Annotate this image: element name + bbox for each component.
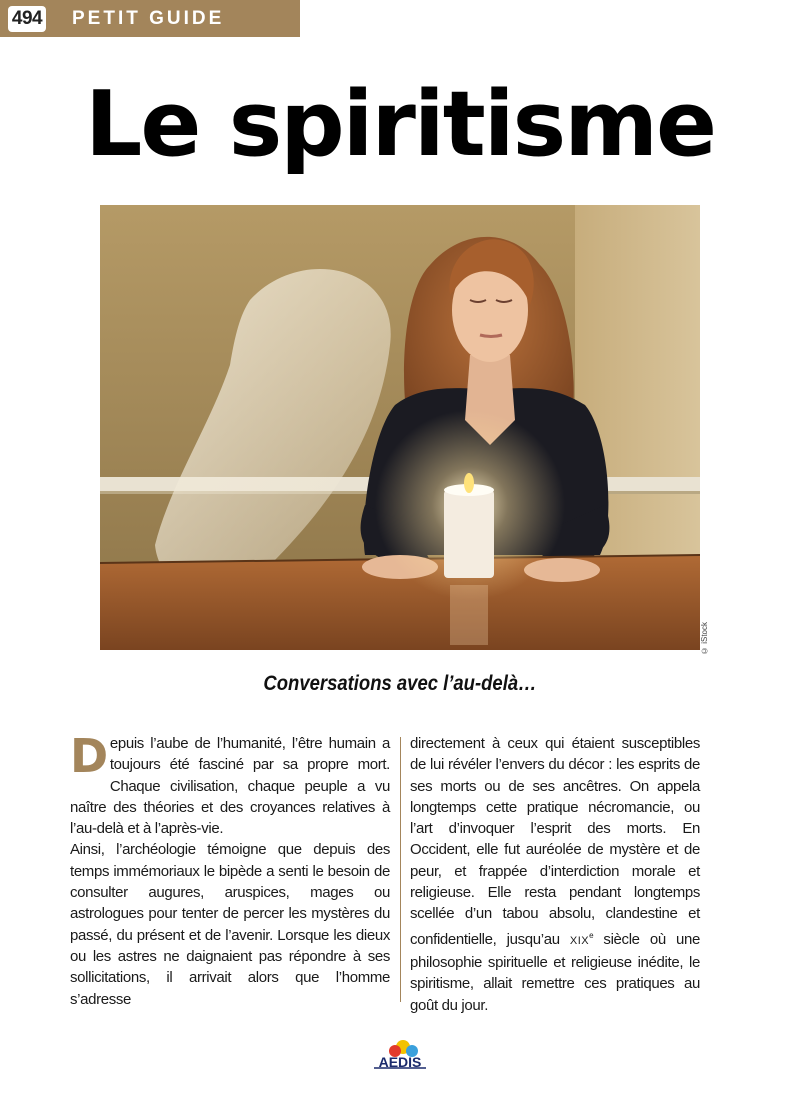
subtitle: Conversations avec l’au-delà… [263, 672, 537, 695]
logo-text: AEDIS [378, 1054, 422, 1070]
paragraph-3-text-b: siècle où une philosophie spirituelle et religieuse inédite, le spiritisme, allait remettre ces pratiques au goût du jour. [410, 930, 700, 1014]
text-column-right [410, 733, 700, 1016]
cover-photo [100, 205, 700, 650]
drop-cap: D [70, 729, 108, 783]
text-column-left [70, 729, 390, 1010]
paragraph-1-text: epuis l’aube de l’humanité, l’être humain a toujours été fasciné par sa propre mort. Chaque civilisation, chaque peuple a vu naître des théories et des croyances relatives à l’au-delà et à l’après-vie. [70, 735, 390, 838]
series-name: PETIT GUIDE [72, 7, 225, 29]
photo-credit: © iStock [700, 621, 709, 655]
paragraph-3 [410, 733, 700, 1016]
publisher-logo [370, 1035, 430, 1073]
header-banner [0, 0, 300, 37]
paragraph-1 [70, 729, 390, 839]
column-divider [400, 737, 401, 1002]
page-title: Le spiritisme [84, 72, 716, 177]
guide-number: 494 [8, 6, 46, 32]
paragraph-3-text-a: directement à ceux qui étaient susceptibles de lui révéler l’envers du décor : les esprits de ses morts ou de ses ancêtres. On appela longtemps cette pratique nécromancie, ou l’art d’invoquer l’esprit des morts. En Occident, elle fut auréolée de mystère et de peur, et frappée d’interdiction morale et religieuse. Elle resta pendant longtemps scellée d’un tabou absolu, clandestine et confidentielle, jusqu’au [410, 735, 700, 948]
century-superscript: e [589, 930, 594, 940]
century-numeral: XIX [569, 934, 590, 947]
paragraph-2: Ainsi, l’archéologie témoigne que depuis des temps immémoriaux le bipède a senti le besoin de consulter augures, aruspices, mages ou astrologues pour tenter de percer les mystères du passé, du présent et de l’avenir. Lorsque les dieux ou les astres ne daignaient pas répondre à ses sollicitations, il arrivait alors que l’homme s’adresse [70, 841, 390, 1008]
